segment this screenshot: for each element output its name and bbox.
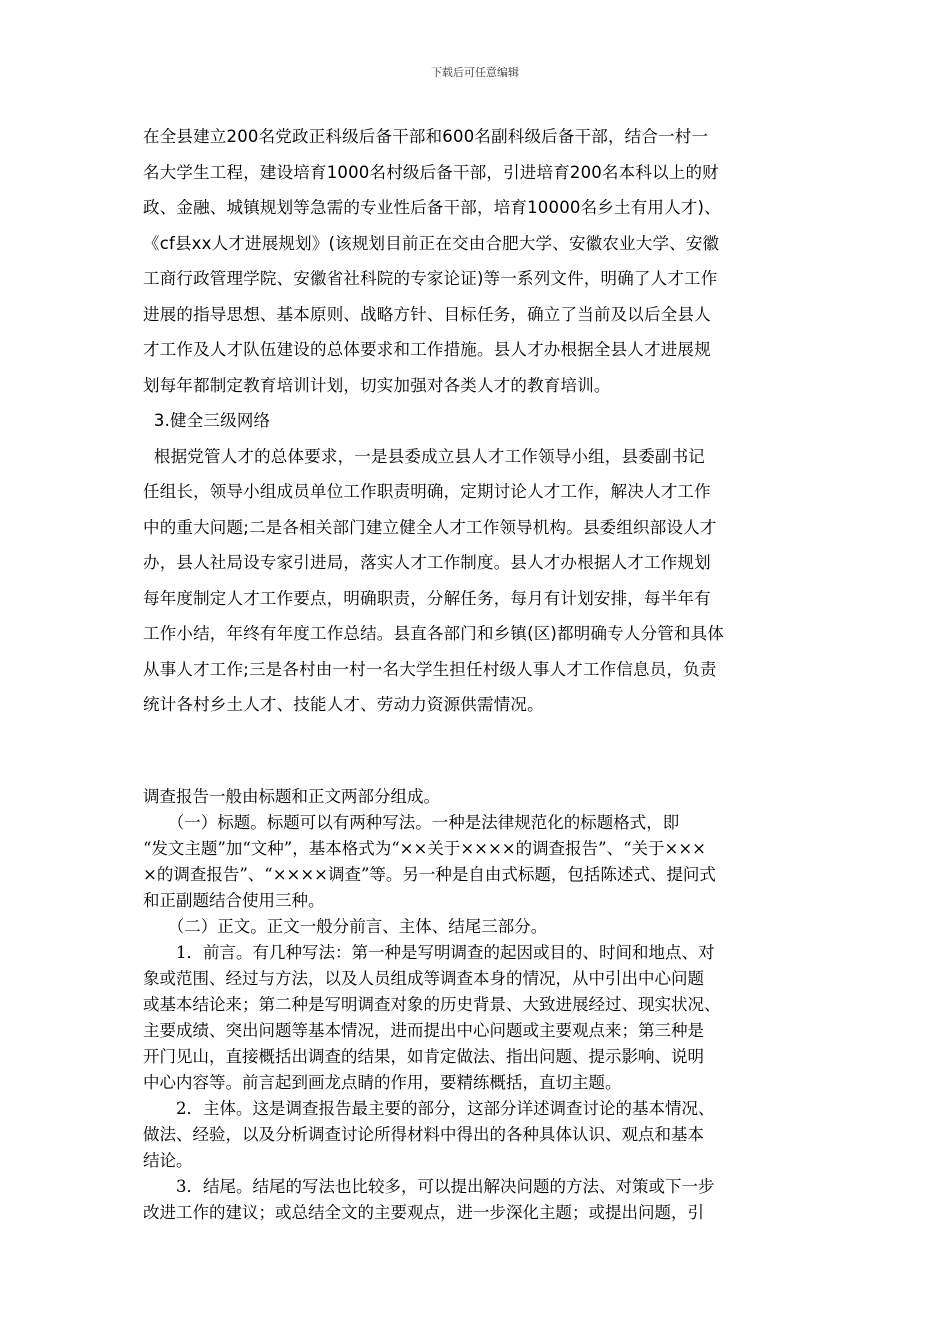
paragraph-line: 2．主体。这是调查报告最主要的部分，这部分详述调查讨论的基本情况、 bbox=[143, 1099, 715, 1118]
paragraph-line: 和正副题结合使用三种。 bbox=[143, 891, 325, 910]
paragraph-line: 中心内容等。前言起到画龙点睛的作用，要精练概括，直切主题。 bbox=[143, 1073, 622, 1092]
paragraph-line: 改进工作的建议；或总结全文的主要观点，进一步深化主题；或提出问题，引 bbox=[143, 1203, 704, 1222]
paragraph-line: 或基本结论来；第二种是写明调查对象的历史背景、大致进展经过、现实状况、 bbox=[143, 995, 721, 1014]
paragraph-line: 从事人才工作;三是各村由一村一名大学生担任村级人事人才工作信息员，负责 bbox=[143, 659, 717, 679]
paragraph-line: “发文主题”加“文种”，基本格式为“××关于××××的调查报告”、“关于××× bbox=[143, 839, 706, 858]
paragraph-line: 结论。 bbox=[143, 1151, 193, 1170]
paragraph-line: 名大学生工程，建设培育1000名村级后备干部，引进培育200名本科以上的财 bbox=[143, 162, 719, 182]
paragraph-line: 根据党管人才的总体要求，一是县委成立县人才工作领导小组，县委副书记 bbox=[143, 446, 705, 466]
paragraph-line: 3．结尾。结尾的写法也比较多，可以提出解决问题的方法、对策或下一步 bbox=[143, 1177, 715, 1196]
paragraph-line: 任组长，领导小组成员单位工作职责明确，定期讨论人才工作，解决人才工作 bbox=[143, 482, 711, 501]
paragraph-line: 1．前言。有几种写法：第一种是写明调查的起因或目的、时间和地点、对 bbox=[143, 943, 715, 962]
paragraph-line: 象或范围、经过与方法，以及人员组成等调查本身的情况，从中引出中心问题 bbox=[143, 969, 704, 988]
paragraph-line: 在全县建立200名党政正科级后备干部和600名副科级后备干部，结合一村一 bbox=[143, 127, 709, 146]
paragraph-line: 统计各村乡土人才、技能人才、劳动力资源供需情况。 bbox=[143, 695, 544, 714]
paragraph-line: 进展的指导思想、基本原则、战略方针、目标任务，确立了当前及以后全县人 bbox=[143, 304, 711, 324]
paragraph-line: 划每年都制定教育培训计划，切实加强对各类人才的教育培训。 bbox=[143, 375, 611, 395]
paragraph-line: （一）标题。标题可以有两种写法。一种是法律规范化的标题格式，即 bbox=[143, 813, 680, 832]
section-2-body bbox=[143, 784, 818, 1226]
paragraph-line: 中的重大问题;二是各相关部门建立健全人才工作领导机构。县委组织部设人才 bbox=[143, 517, 717, 537]
paragraph-line: 办，县人社局设专家引进局，落实人才工作制度。县人才办根据人才工作规划 bbox=[143, 553, 711, 572]
paragraph-line: ×的调查报告”、“××××调查”等。另一种是自由式标题，包括陈述式、提问式 bbox=[143, 865, 716, 884]
paragraph-line: 开门见山，直接概括出调查的结果，如肯定做法、指出问题、提示影响、说明 bbox=[143, 1047, 704, 1066]
page-header: 下载后可任意编辑 bbox=[431, 66, 519, 79]
paragraph-line: 每年度制定人才工作要点，明确职责，分解任务，每月有计划安排，每半年有 bbox=[143, 588, 711, 608]
paragraph-line: （二）正文。正文一般分前言、主体、结尾三部分。 bbox=[143, 917, 548, 936]
paragraph-line: 主要成绩、突出问题等基本情况，进而提出中心问题或主要观点来；第三种是 bbox=[143, 1021, 704, 1040]
section-heading: 3.健全三级网络 bbox=[143, 411, 271, 430]
paragraph-line: 才工作及人才队伍建设的总体要求和工作措施。县人才办根据全县人才进展规 bbox=[143, 340, 711, 359]
paragraph-line: 工作小结，年终有年度工作总结。县直各部门和乡镇(区)都明确专人分管和具体 bbox=[143, 624, 725, 643]
paragraph-line: 做法、经验，以及分析调查讨论所得材料中得出的各种具体认识、观点和基本 bbox=[143, 1125, 704, 1144]
paragraph-line: 政、金融、城镇规划等急需的专业性后备干部，培育10000名乡土有用人才)、 bbox=[143, 198, 721, 217]
paragraph-line: 《cf县xx人才进展规划》(该规划目前正在交由合肥大学、安徽农业大学、安徽 bbox=[143, 233, 720, 253]
paragraph-line: 调查报告一般由标题和正文两部分组成。 bbox=[143, 787, 440, 806]
paragraph-line: 工商行政管理学院、安徽省社科院的专家论证)等一系列文件，明确了人才工作 bbox=[143, 269, 718, 288]
section-1-body bbox=[143, 119, 818, 723]
